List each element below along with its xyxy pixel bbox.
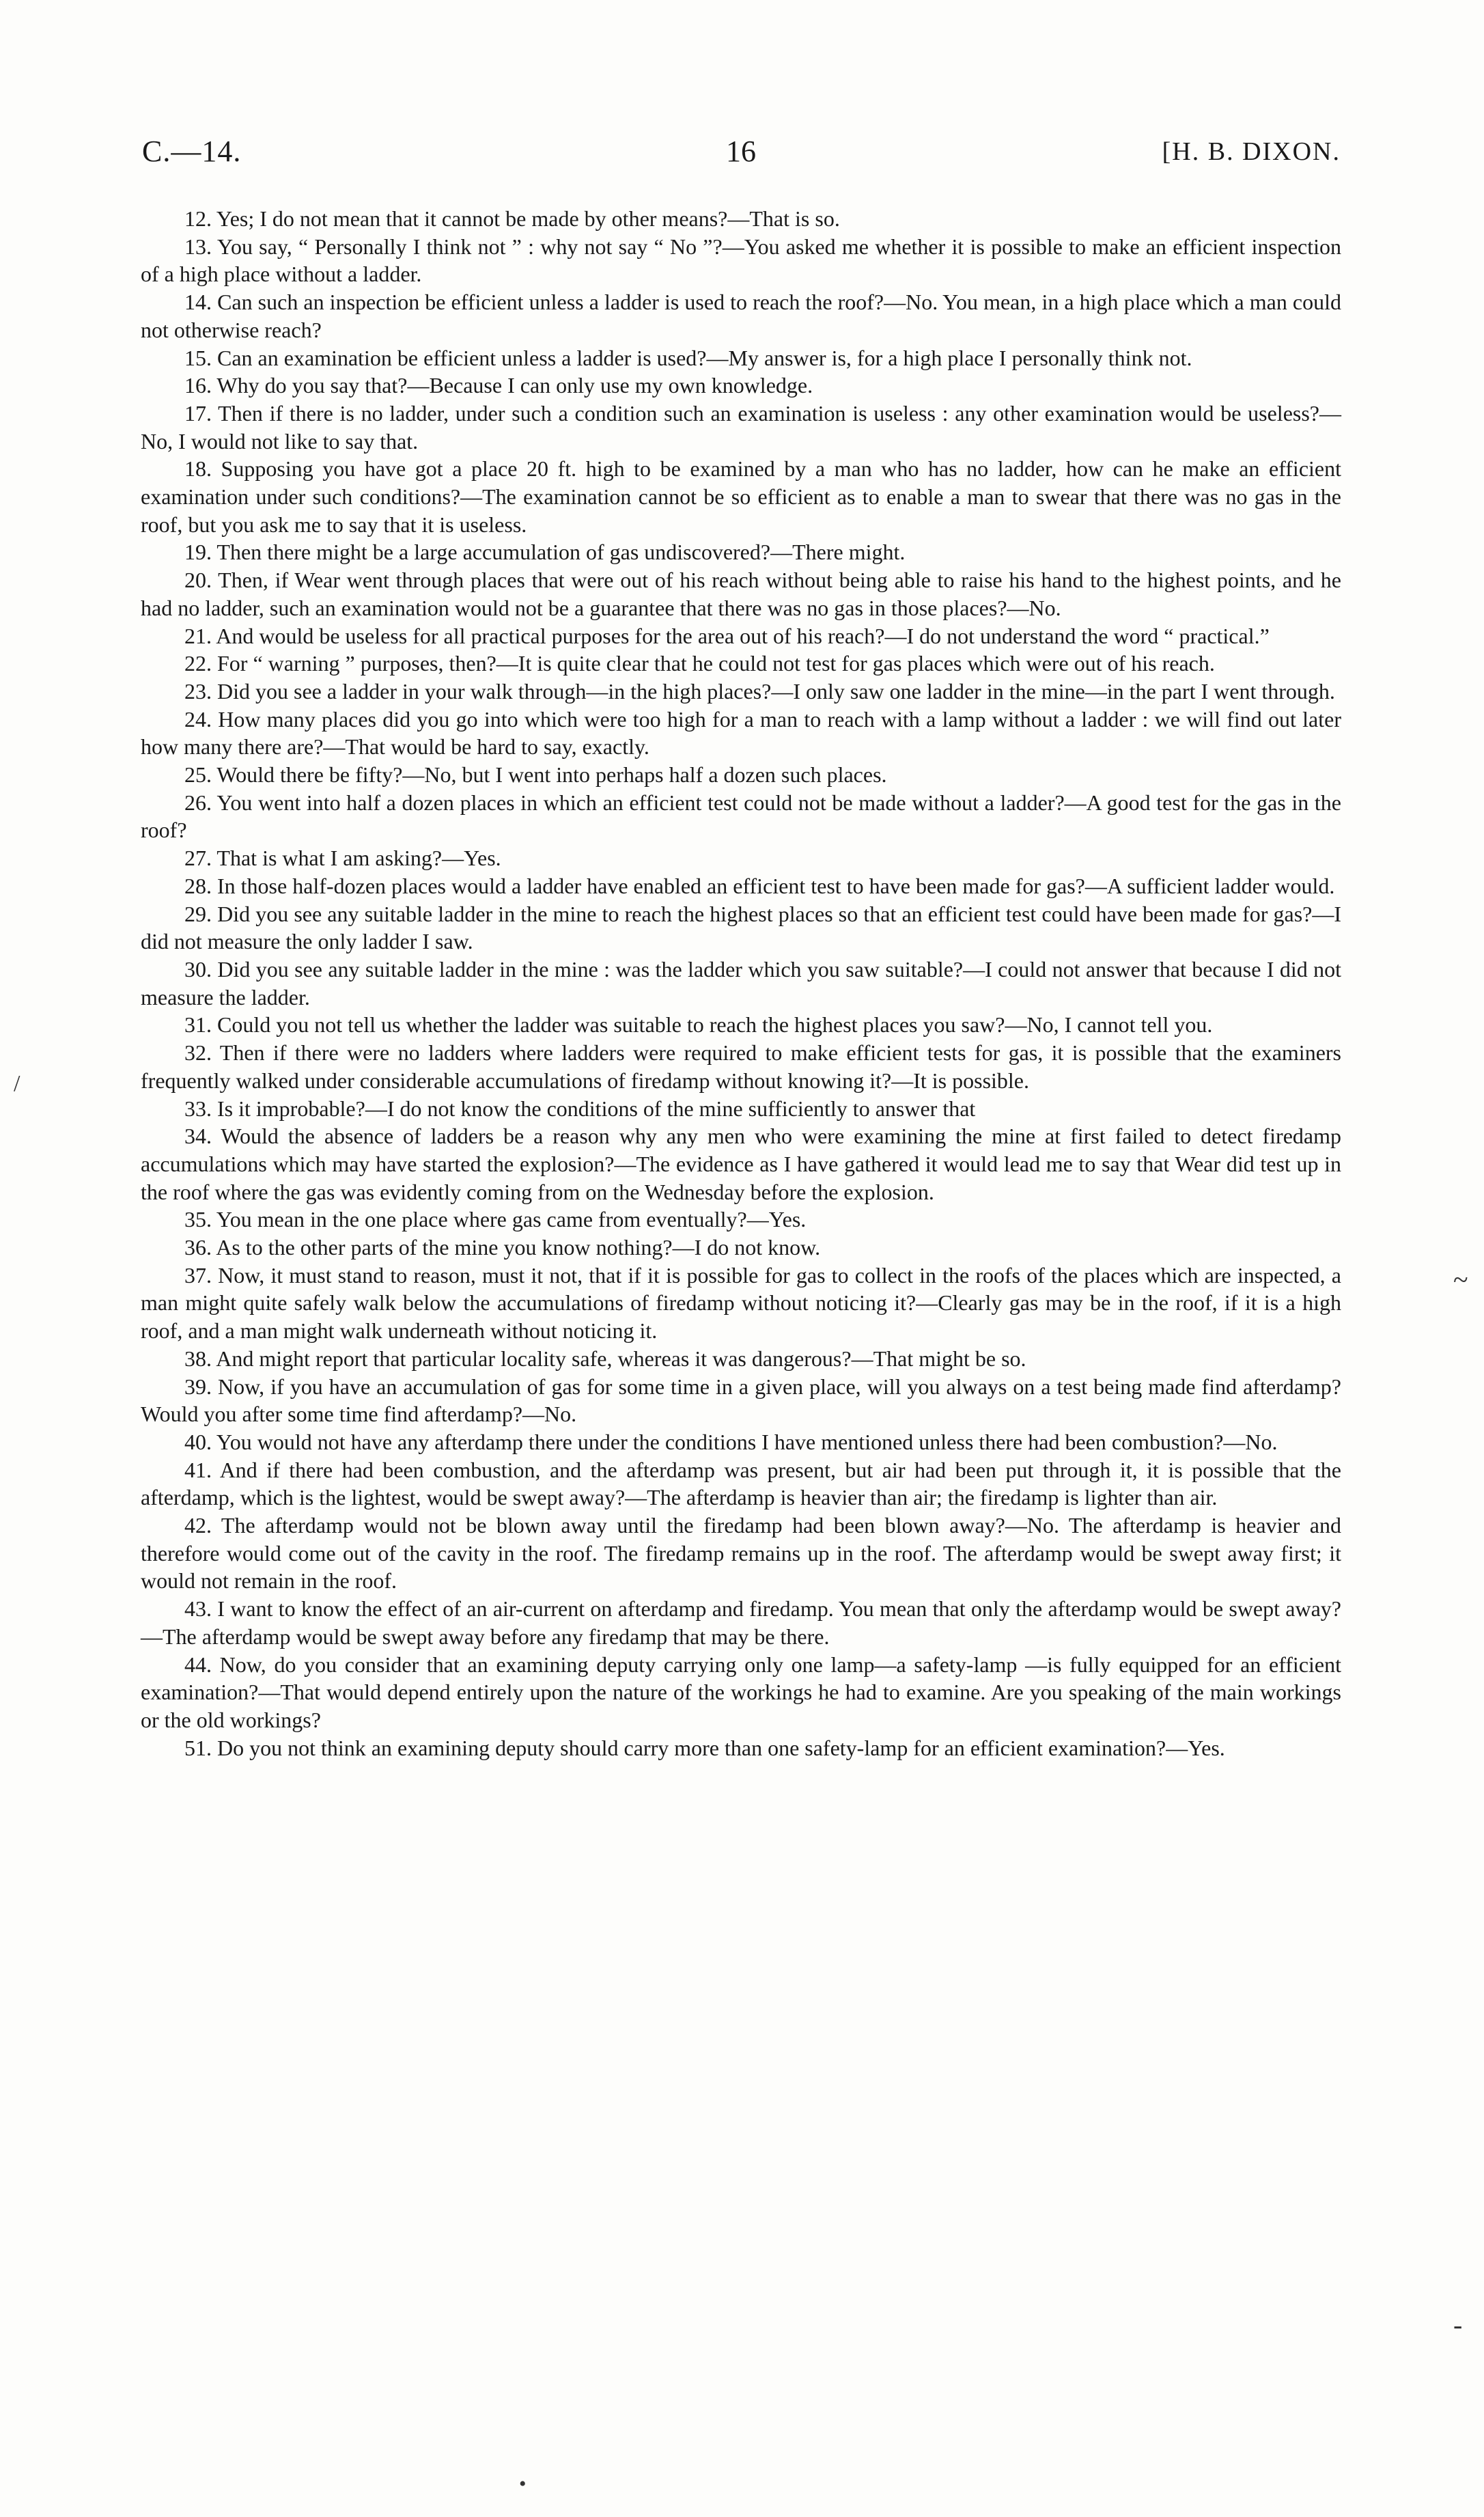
- testimony-paragraph-25: 25. Would there be fifty?—No, but I went into perhaps half a dozen such places.: [184, 762, 887, 788]
- margin-stray-mark: -: [1453, 2309, 1463, 2340]
- testimony-paragraph-15: 15. Can an examination be efficient unless a ladder is used?—My answer is, for a high place I personally think not.: [184, 345, 1192, 370]
- testimony-paragraph-44: 44. Now, do you consider that an examining deputy carrying only one lamp—a safety-lamp —is fully equipped for an efficient examination?—That would depend entirely upon the nature of the workings he had to examine. Are you speaking of the main workings or the old workings?: [141, 1652, 1341, 1732]
- testimony-paragraph-18: 18. Supposing you have got a place 20 ft. high to be examined by a man who has no ladder, how can he make an efficient examination under such conditions?—The examination cannot be so efficient as to enable a man to swear that there was no gas in the roof, but you ask me to say that it is useless.: [141, 456, 1341, 537]
- testimony-paragraph-32: 32. Then if there were no ladders where ladders were required to make efficient tests for gas, it is possible that the examiners frequently walked under considerable accumulations of firedamp without knowing it?—It is possible.: [141, 1040, 1341, 1093]
- bottom-stray-dot: •: [519, 2473, 527, 2495]
- testimony-paragraph-43: 43. I want to know the effect of an air-current on afterdamp and firedamp. You mean that only the afterdamp would be swept away?—The afterdamp would be swept away before any firedamp that may be there.: [141, 1596, 1341, 1649]
- testimony-paragraph-30: 30. Did you see any suitable ladder in the mine : was the ladder which you saw suitable?—I could not answer that because I did not measure the ladder.: [141, 956, 1341, 1010]
- testimony-body: [141, 205, 1341, 1762]
- testimony-paragraph-41: 41. And if there had been combustion, and the afterdamp was present, but air had been put through it, it is possible that the afterdamp, which is the lightest, would be swept away?—The afterdamp is heavier than air; the firedamp is lighter than air.: [141, 1457, 1341, 1510]
- testimony-paragraph-14: 14. Can such an inspection be efficient unless a ladder is used to reach the roof?—No. You mean, in a high place which a man could not otherwise reach?: [141, 290, 1341, 342]
- testimony-paragraph-28: 28. In those half-dozen places would a ladder have enabled an efficient test to have been made for gas?—A sufficient ladder would.: [184, 873, 1335, 898]
- testimony-paragraph-38: 38. And might report that particular locality safe, whereas it was dangerous?—That might be so.: [184, 1346, 1026, 1371]
- testimony-paragraph-40: 40. You would not have any afterdamp there under the conditions I have mentioned unless there had been combustion?—No.: [184, 1429, 1278, 1454]
- testimony-paragraph-16: 16. Why do you say that?—Because I can only use my own knowledge.: [184, 373, 813, 398]
- page-header: [142, 134, 1341, 182]
- testimony-paragraph-23: 23. Did you see a ladder in your walk through—in the high places?—I only saw one ladder in the mine—in the part I went through.: [184, 678, 1335, 704]
- testimony-paragraph-17: 17. Then if there is no ladder, under such a condition such an examination is useless : any other examination would be useless?—No, I would not like to say that.: [141, 400, 1341, 454]
- testimony-paragraph-19: 19. Then there might be a large accumulation of gas undiscovered?—There might.: [184, 540, 906, 565]
- testimony-paragraph-31: 31. Could you not tell us whether the ladder was suitable to reach the highest places you saw?—No, I cannot tell you.: [184, 1012, 1213, 1038]
- testimony-paragraph-27: 27. That is what I am asking?—Yes.: [184, 846, 501, 871]
- testimony-paragraph-33: 33. Is it improbable?—I do not know the conditions of the mine sufficiently to answer that: [184, 1096, 976, 1121]
- testimony-paragraph-26: 26. You went into half a dozen places in which an efficient test could not be made without a ladder?—A good test for the gas in the roof?: [141, 790, 1341, 843]
- testimony-paragraph-12: 12. Yes; I do not mean that it cannot be made by other means?—That is so.: [184, 206, 840, 231]
- testimony-paragraph-39: 39. Now, if you have an accumulation of gas for some time in a given place, will you always on a test being made find afterdamp? Would you after some time find afterdamp?—No.: [141, 1374, 1341, 1427]
- testimony-paragraph-35: 35. You mean in the one place where gas came from eventually?—Yes.: [184, 1207, 807, 1232]
- testimony-paragraph-29: 29. Did you see any suitable ladder in the mine to reach the highest places so that an efficient test could have been made for gas?—I did not measure the only ladder I saw.: [141, 901, 1341, 954]
- margin-stray-mark: ~: [1453, 1264, 1468, 1295]
- witness-name: [H. B. DIXON.: [1162, 137, 1341, 166]
- testimony-paragraph-21: 21. And would be useless for all practical purposes for the area out of his reach?—I do not understand the word “ practical.”: [184, 623, 1270, 648]
- testimony-paragraph-13: 13. You say, “ Personally I think not ” : why not say “ No ”?—You asked me whether it is possible to make an efficient inspection of a high place without a ladder.: [141, 234, 1341, 287]
- testimony-paragraph-37: 37. Now, it must stand to reason, must it not, that if it is possible for gas to collect in the roofs of the places which are inspected, a man might quite safely walk below the accumulations of firedamp without noticing it?—Clearly gas may be in the roof, if it is a high roof, and a man might walk underneath without noticing it.: [141, 1262, 1341, 1344]
- testimony-paragraph-42: 42. The afterdamp would not be blown away until the firedamp had been blown away?—No. The afterdamp is heavier and therefore would come out of the cavity in the roof. The firedamp remains up in the roof. The afterdamp would be swept away first; it would not remain in the roof.: [141, 1513, 1341, 1594]
- margin-stray-mark: /: [14, 1071, 20, 1096]
- testimony-paragraph-20: 20. Then, if Wear went through places that were out of his reach without being able to raise his hand to the highest points, and he had no ladder, such an examination would not be a guarantee that there was no gas in those places?—No.: [141, 568, 1341, 620]
- document-reference: C.—14.: [142, 135, 242, 168]
- testimony-paragraph-24: 24. How many places did you go into which were too high for a man to reach with a lamp without a ladder : we will find out later how many there are?—That would be hard to say, exactly.: [141, 706, 1341, 760]
- testimony-paragraph-51: 51. Do you not think an examining deputy should carry more than one safety-lamp for an efficient examination?—Yes.: [184, 1735, 1225, 1760]
- testimony-paragraph-22: 22. For “ warning ” purposes, then?—It is quite clear that he could not test for gas places which were out of his reach.: [184, 651, 1215, 676]
- testimony-paragraph-36: 36. As to the other parts of the mine you know nothing?—I do not know.: [184, 1235, 821, 1260]
- testimony-paragraph-34: 34. Would the absence of ladders be a reason why any men who were examining the mine at first failed to detect firedamp accumulations which may have started the explosion?—The evidence as I have gathered it would lead me to say that Wear did test up in the roof where the gas was evidently coming from on the Wednesday before the explosion.: [141, 1124, 1341, 1204]
- page-number: 16: [726, 135, 756, 168]
